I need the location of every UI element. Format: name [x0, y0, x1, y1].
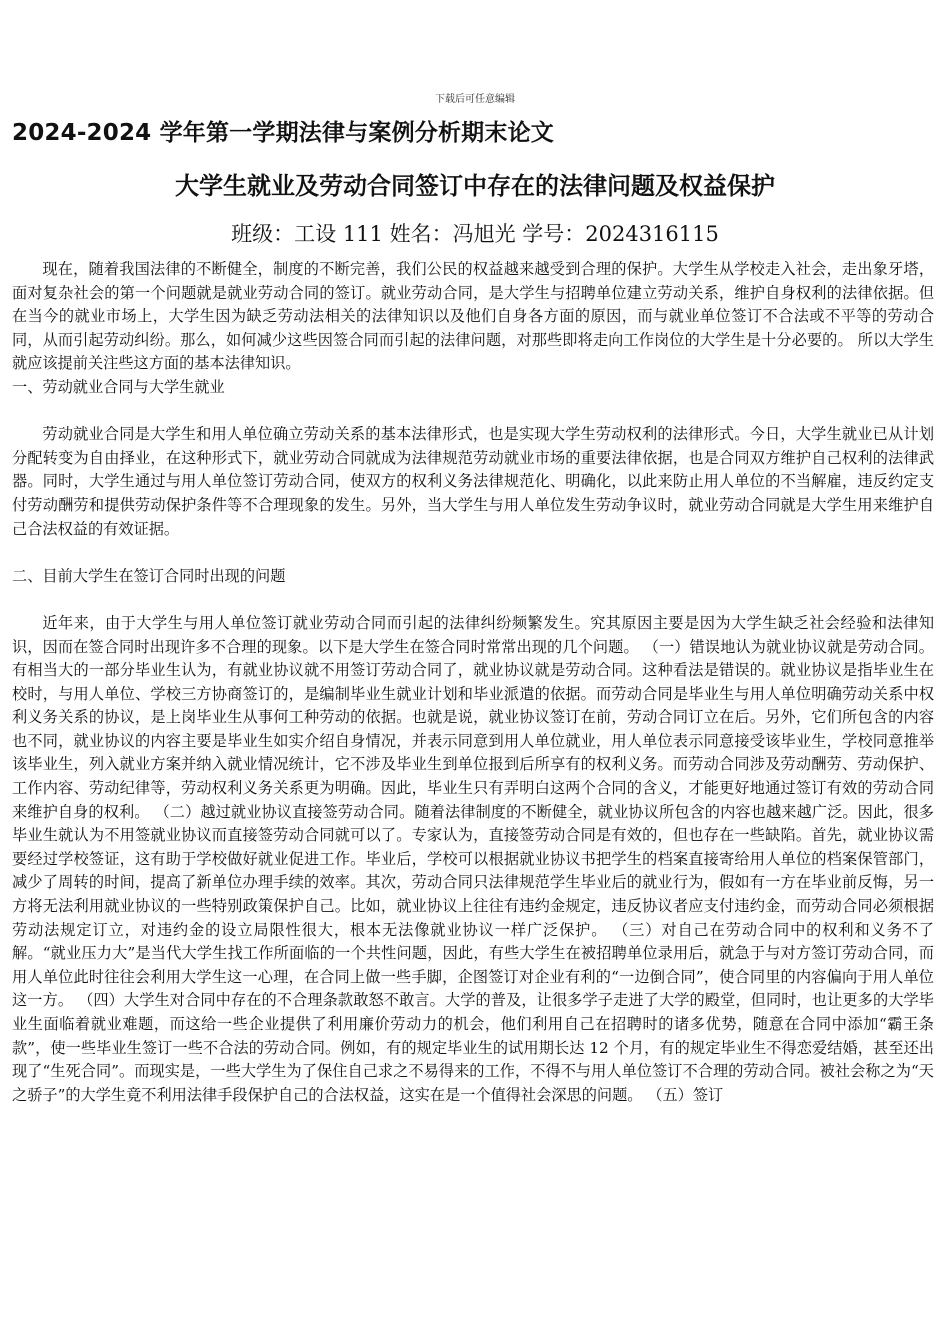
section-heading-2: 二、目前大学生在签订合同时出现的问题 [12, 566, 286, 585]
intro-paragraph: 现在，随着我国法律的不断健全，制度的不断完善，我们公民的权益越来越受到合理的保护。大学生从学校走入社会，走出象牙塔，面对复杂社会的第一个问题就是就业劳动合同的签订。就业劳动合同，是大学生与招聘单位建立劳动关系，维护自身权利的法律依据。但在当今的就业市场上，大学生因为缺乏劳动法相关的法律知识以及他们自身各方面的原因，而与就业单位签订不合法或不平等的劳动合同，从而引起劳动纠纷。那么，如何减少这些因签合同而引起的法律问题，对那些即将走向工作岗位的大学生是十分必要的。 所以大学生就应该提前关注些这方面的基本法律知识。 [12, 260, 934, 373]
paper-title: 大学生就业及劳动合同签订中存在的法律问题及权益保护 [175, 172, 775, 200]
section-2-paragraph: 近年来，由于大学生与用人单位签订就业劳动合同而引起的法律纠纷频繁发生。究其原因主要是因为大学生缺乏社会经验和法律知识，因而在签合同时出现许多不合理的现象。以下是大学生在签合同时常常出现的几个问题。 （一）错误地认为就业协议就是劳动合同。有相当大的一部分毕业生认为，有就业协议就不用签订劳动合同了，就业协议就是劳动合同。这种看法是错误的。就业协议是指毕业生在校时，与用人单位、学校三方协商签订的，是编制毕业生就业计划和毕业派遣的依据。而劳动合同是毕业生与用人单位明确劳动关系中权利义务关系的协议，是上岗毕业生从事何工种劳动的依据。也就是说，就业协议签订在前，劳动合同订立在后。另外，它们所包含的内容也不同，就业协议的内容主要是毕业生如实介绍自身情况，并表示同意到用人单位就业，用人单位表示同意接受该毕业生，学校同意推举该毕业生，列入就业方案并纳入就业情况统计，它不涉及毕业生到单位报到后所享有的权利义务。而劳动合同涉及劳动酬劳、劳动保护、工作内容、劳动纪律等，劳动权利义务关系更为明确。因此，毕业生只有弄明白这两个合同的含义，才能更好地通过签订有效的劳动合同来维护自身的权利。 （二）越过就业协议直接签劳动合同。随着法律制度的不断健全，就业协议所包含的内容也越来越广泛。因此，很多毕业生就认为不用签就业协议而直接签劳动合同就可以了。专家认为，直接签劳动合同是有效的，但也存在一些缺陷。首先，就业协议需要经过学校签证，这有助于学校做好就业促进工作。毕业后，学校可以根据就业协议书把学生的档案直接寄给用人单位的档案保管部门，减少了周转的时间，提高了新单位办理手续的效率。其次，劳动合同只法律规范学生毕业后的就业行为，假如有一方在毕业前反悔，另一方将无法利用就业协议的一些特别政策保护自己。比如，就业协议上往往有违约金规定，违反协议者应支付违约金，而劳动合同必须根据劳动法规定订立，对违约金的设立局限性很大，根本无法像就业协议一样广泛保护。 （三）对自己在劳动合同中的权利和义务不了解。“就业压力大”是当代大学生找工作所面临的一个共性问题，因此，有些大学生在被招聘单位录用后，就急于与对方签订劳动合同，而用人单位此时往往会利用大学生这一心理，在合同上做一些手脚，企图签订对企业有利的“一边倒合同”，使合同里的内容偏向于用人单位这一方。 （四）大学生对合同中存在的不合理条款敢怒不敢言。大学的普及，让很多学子走进了大学的殿堂，但同时，也让更多的大学毕业生面临着就业难题，而这给一些企业提供了利用廉价劳动力的机会，他们利用自己在招聘时的诸多优势，随意在合同中添加“霸王条款”，使一些毕业生签订一些不合法的劳动合同。例如，有的规定毕业生的试用期长达 12 个月，有的规定毕业生不得恋爱结婚，甚至还出现了“生死合同”。而现实是，一些大学生为了保住自己求之不易得来的工作，不得不与用人单位签订不合理的劳动合同。被社会称之为“天之骄子”的大学生竟不利用法律手段保护自己的合法权益，这实在是一个值得社会深思的问题。 （五）签订 [12, 613, 934, 1104]
paragraph-gap [12, 541, 934, 565]
student-info: 班级：工设 111 姓名：冯旭光 学号：2024316115 [231, 222, 719, 246]
document-body [12, 258, 934, 1107]
section-1-paragraph: 劳动就业合同是大学生和用人单位确立劳动关系的基本法律形式，也是实现大学生劳动权利的法律形式。今日，大学生就业已从计划分配转变为自由择业，在这种形式下，就业劳动合同就成为法律规范劳动就业市场的重要法律依据，也是合同双方维护自己权利的法律武器。同时，大学生通过与用人单位签订劳动合同，使双方的权利义务法律规范化、明确化，以此来防止用人单位的不当解雇，违反约定支付劳动酬劳和提供劳动保护条件等不合理现象的发生。另外，当大学生与用人单位发生劳动争议时，就业劳动合同就是大学生用来维护自己合法权益的有效证据。 [12, 425, 934, 538]
header-note: 下载后可任意编辑 [435, 94, 515, 105]
section-heading-1: 一、劳动就业合同与大学生就业 [12, 377, 225, 396]
paragraph-gap [12, 400, 934, 424]
course-title: 2024-2024 学年第一学期法律与案例分析期末论文 [12, 120, 554, 146]
paragraph-gap [12, 588, 934, 612]
